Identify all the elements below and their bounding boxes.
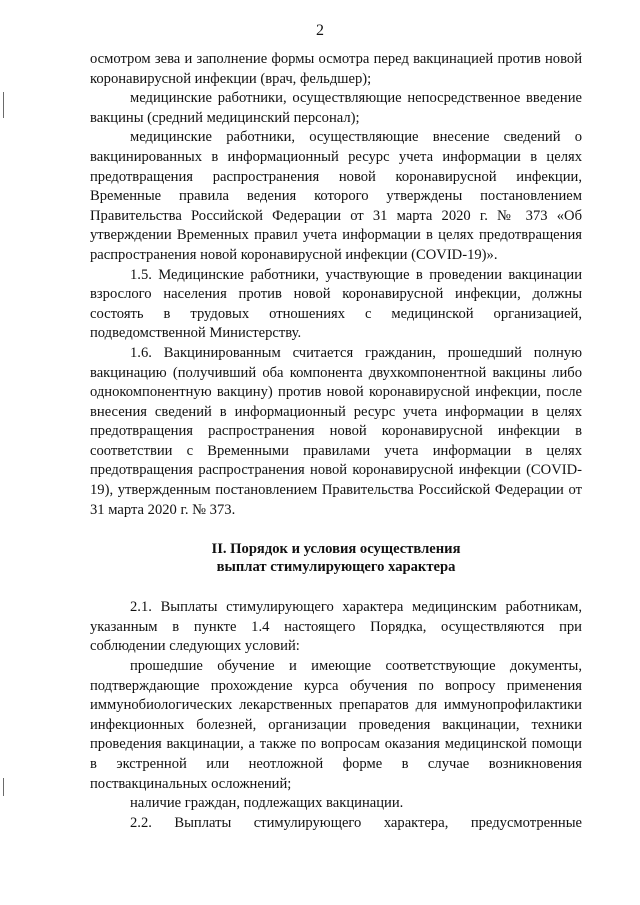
paragraph: прошедшие обучение и имеющие соответствующие документы, подтверждающие прохождение курса обучения по вопросу применения иммунобиологических лекарственных препаратов для иммунопрофилактики инфекционных болезней, организации проведения вакцинации, техники проведения вакцинации, а также по вопросам оказания медицинской помощи в экстренной или неотложной форме в случае возникновения поствакцинальных осложнений; [90, 658, 582, 792]
margin-scan-mark [3, 778, 4, 796]
section-heading-line: выплат стимулирующего характера [216, 559, 456, 576]
paragraph: 1.5. Медицинские работники, участвующие в проведении вакцинации взрослого населения против новой коронавирусной инфекции, должны состоять в трудовых отношениях с медицинской организацией, подведомственной Министерству. [90, 266, 582, 342]
paragraph: осмотром зева и заполнение формы осмотра перед вакцинацией против новой коронавирусной инфекции (врач, фельдшер); [90, 51, 582, 87]
paragraph: 2.1. Выплаты стимулирующего характера медицинским работникам, указанным в пункте 1.4 настоящего Порядка, осуществляются при соблюдении следующих условий: [90, 599, 582, 655]
page-number: 2 [316, 22, 324, 39]
section-heading [90, 540, 582, 576]
document-body [90, 50, 582, 833]
margin-scan-mark [3, 92, 4, 118]
paragraph: наличие граждан, подлежащих вакцинации. [130, 795, 404, 812]
paragraph: медицинские работники, осуществляющие непосредственное введение вакцины (средний медицинский персонал); [90, 90, 582, 126]
paragraph: медицинские работники, осуществляющие внесение сведений о вакцинированных в информационный ресурс учета информации в целях предотвращения распространения новой коронавирусной инфекции, Временные правила ведения которого утверждены постановлением Правительства Российской Федерации от 31 марта 2020 г. № 373 «Об утверждении Временных правил учета информации в целях предотвращения распространения новой коронавирусной инфекции (COVID-19)». [90, 129, 582, 263]
section-heading-line: II. Порядок и условия осуществления [211, 541, 461, 558]
paragraph: 2.2. Выплаты стимулирующего характера, предусмотренные [130, 814, 582, 831]
paragraph: 1.6. Вакцинированным считается гражданин, прошедший полную вакцинацию (получивший оба компонента двухкомпонентной вакцины либо однокомпонентную вакцину) против новой коронавирусной инфекции, после внесения сведений в информационный ресурс учета информации в целях предотвращения распространения новой коронавирусной инфекции в соответствии с Временными правилами учета информации в целях предотвращения распространения новой коронавирусной инфекции (COVID-19), утвержденным постановлением Правительства Российской Федерации от 31 марта 2020 г. № 373. [90, 344, 582, 518]
